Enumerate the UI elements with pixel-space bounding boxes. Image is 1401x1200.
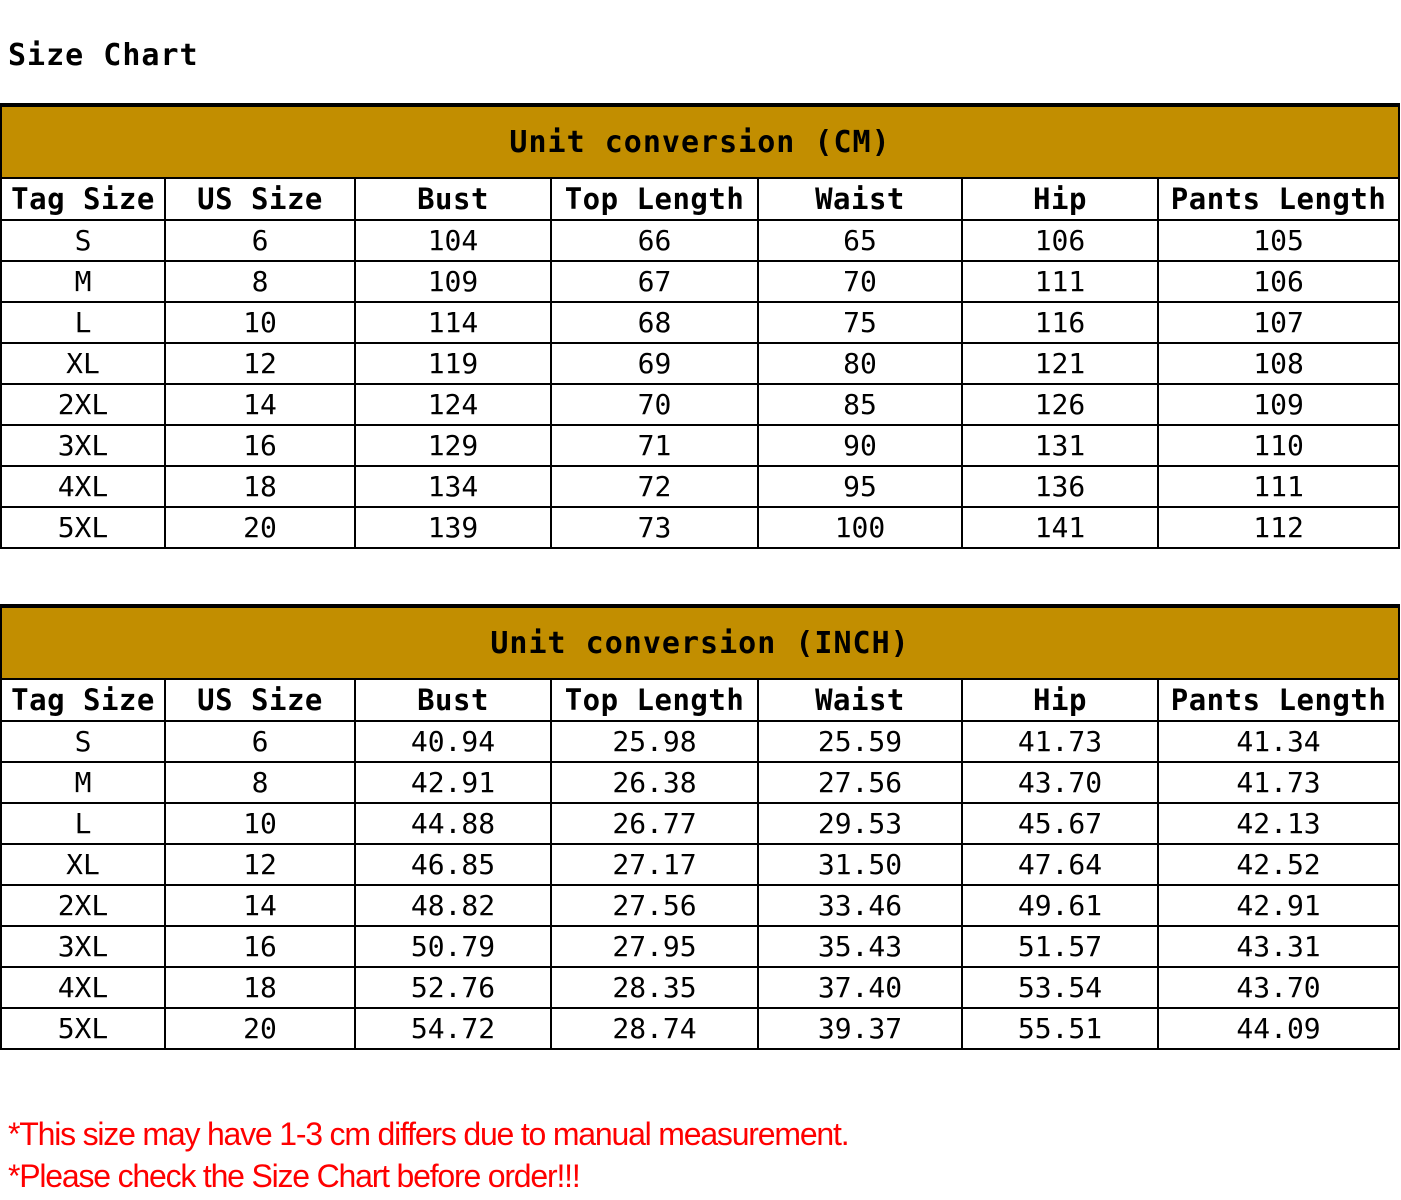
table-row [1, 926, 1399, 967]
table-cell: 69 [551, 343, 758, 384]
order-note: *Please check the Size Chart before order!!! [8, 1158, 580, 1194]
table-row [1, 220, 1399, 261]
table-cell: 8 [165, 261, 355, 302]
table-cell: 48.82 [355, 885, 551, 926]
table-cell: 129 [355, 425, 551, 466]
table-cell: 20 [165, 1008, 355, 1049]
table-cell: 46.85 [355, 844, 551, 885]
table-cell: 108 [1158, 343, 1399, 384]
table-body [1, 721, 1399, 1049]
table-row [1, 261, 1399, 302]
table-cell: 112 [1158, 507, 1399, 548]
table-cell: 75 [758, 302, 962, 343]
table-cell: 52.76 [355, 967, 551, 1008]
table-cell: 41.34 [1158, 721, 1399, 762]
table-cell: S [1, 721, 165, 762]
table-cell: 29.53 [758, 803, 962, 844]
column-header: Waist [758, 178, 962, 220]
table-row [1, 721, 1399, 762]
table-cell: 42.52 [1158, 844, 1399, 885]
table-cell: 66 [551, 220, 758, 261]
table-cell: 6 [165, 220, 355, 261]
table-cell: 134 [355, 466, 551, 507]
table-cell: 14 [165, 384, 355, 425]
table-cell: 104 [355, 220, 551, 261]
table-row [1, 844, 1399, 885]
table-cell: 131 [962, 425, 1158, 466]
table-cell: 37.40 [758, 967, 962, 1008]
table-cell: 51.57 [962, 926, 1158, 967]
table-cell: 139 [355, 507, 551, 548]
table-cell: 10 [165, 302, 355, 343]
table-cell: M [1, 261, 165, 302]
table-cell: 44.88 [355, 803, 551, 844]
table-row [1, 967, 1399, 1008]
column-header-row [1, 178, 1399, 220]
table-cell: 70 [551, 384, 758, 425]
table-cell: 27.56 [758, 762, 962, 803]
column-header: Bust [355, 679, 551, 721]
table-cell: 107 [1158, 302, 1399, 343]
table-cell: 90 [758, 425, 962, 466]
table-cell: 109 [1158, 384, 1399, 425]
table-cell: 54.72 [355, 1008, 551, 1049]
table-cell: 111 [1158, 466, 1399, 507]
table-cell: 111 [962, 261, 1158, 302]
table-row [1, 302, 1399, 343]
table-cell: 40.94 [355, 721, 551, 762]
table-cell: 45.67 [962, 803, 1158, 844]
table-cell: 16 [165, 926, 355, 967]
table-cell: 14 [165, 885, 355, 926]
table-cell: S [1, 220, 165, 261]
table-cell: 41.73 [1158, 762, 1399, 803]
table-cell: 136 [962, 466, 1158, 507]
table-cell: 95 [758, 466, 962, 507]
column-header: US Size [165, 178, 355, 220]
table-cell: 68 [551, 302, 758, 343]
table-heading: Unit conversion (CM) [1, 105, 1399, 178]
table-cell: 26.77 [551, 803, 758, 844]
column-header: Pants Length [1158, 679, 1399, 721]
table-cell: 105 [1158, 220, 1399, 261]
table-cell: 35.43 [758, 926, 962, 967]
table-cell: 85 [758, 384, 962, 425]
table-row [1, 466, 1399, 507]
table-row [1, 1008, 1399, 1049]
table-cell: 39.37 [758, 1008, 962, 1049]
table-cell: 44.09 [1158, 1008, 1399, 1049]
table-cell: XL [1, 343, 165, 384]
table-cell: 114 [355, 302, 551, 343]
table-cell: 42.91 [1158, 885, 1399, 926]
table-cell: 41.73 [962, 721, 1158, 762]
table-cell: 47.64 [962, 844, 1158, 885]
table-cell: 27.56 [551, 885, 758, 926]
size-table-cm [0, 103, 1400, 549]
table-cell: L [1, 803, 165, 844]
table-cell: 27.95 [551, 926, 758, 967]
table-cell: 18 [165, 466, 355, 507]
measurement-note: *This size may have 1-3 cm differs due to manual measurement. [8, 1116, 849, 1152]
table-cell: 100 [758, 507, 962, 548]
table-cell: 4XL [1, 466, 165, 507]
column-header-row [1, 679, 1399, 721]
table-cell: 121 [962, 343, 1158, 384]
table-cell: 5XL [1, 1008, 165, 1049]
table-cell: 2XL [1, 885, 165, 926]
table-cell: 67 [551, 261, 758, 302]
table-cell: XL [1, 844, 165, 885]
table-cell: 43.70 [1158, 967, 1399, 1008]
table-row [1, 762, 1399, 803]
table-cell: 49.61 [962, 885, 1158, 926]
table-cell: 5XL [1, 507, 165, 548]
table-cell: 43.31 [1158, 926, 1399, 967]
table-cell: 110 [1158, 425, 1399, 466]
table-row [1, 384, 1399, 425]
page-title: Size Chart [8, 38, 199, 73]
table-cell: 12 [165, 844, 355, 885]
table-cell: 3XL [1, 425, 165, 466]
table-cell: 141 [962, 507, 1158, 548]
table-cell: 80 [758, 343, 962, 384]
table-cell: 126 [962, 384, 1158, 425]
table-cell: 43.70 [962, 762, 1158, 803]
table-cell: 25.59 [758, 721, 962, 762]
table-cell: 16 [165, 425, 355, 466]
table-cell: 116 [962, 302, 1158, 343]
table-cell: 25.98 [551, 721, 758, 762]
column-header: Pants Length [1158, 178, 1399, 220]
table-cell: 6 [165, 721, 355, 762]
table-cell: 42.13 [1158, 803, 1399, 844]
table-row [1, 885, 1399, 926]
column-header: Tag Size [1, 679, 165, 721]
table-cell: 28.35 [551, 967, 758, 1008]
table-body [1, 220, 1399, 548]
table-cell: 4XL [1, 967, 165, 1008]
column-header: Tag Size [1, 178, 165, 220]
table-cell: 20 [165, 507, 355, 548]
table-cell: 31.50 [758, 844, 962, 885]
table-cell: 65 [758, 220, 962, 261]
table-cell: 53.54 [962, 967, 1158, 1008]
column-header: Hip [962, 178, 1158, 220]
table-cell: 70 [758, 261, 962, 302]
column-header: Bust [355, 178, 551, 220]
table-row [1, 425, 1399, 466]
table-row [1, 507, 1399, 548]
column-header: US Size [165, 679, 355, 721]
table-cell: L [1, 302, 165, 343]
column-header: Top Length [551, 679, 758, 721]
table-cell: 55.51 [962, 1008, 1158, 1049]
table-cell: 3XL [1, 926, 165, 967]
table-cell: M [1, 762, 165, 803]
table-cell: 2XL [1, 384, 165, 425]
table-cell: 124 [355, 384, 551, 425]
table-cell: 33.46 [758, 885, 962, 926]
column-header: Top Length [551, 178, 758, 220]
table-cell: 28.74 [551, 1008, 758, 1049]
table-heading: Unit conversion (INCH) [1, 606, 1399, 679]
column-header: Hip [962, 679, 1158, 721]
table-cell: 10 [165, 803, 355, 844]
table-cell: 71 [551, 425, 758, 466]
table-cell: 42.91 [355, 762, 551, 803]
table-cell: 26.38 [551, 762, 758, 803]
table-cell: 18 [165, 967, 355, 1008]
table-row [1, 803, 1399, 844]
table-cell: 50.79 [355, 926, 551, 967]
table-cell: 106 [1158, 261, 1399, 302]
table-cell: 106 [962, 220, 1158, 261]
table-cell: 72 [551, 466, 758, 507]
table-cell: 8 [165, 762, 355, 803]
column-header: Waist [758, 679, 962, 721]
table-row [1, 343, 1399, 384]
table-cell: 73 [551, 507, 758, 548]
table-cell: 12 [165, 343, 355, 384]
size-table-inch [0, 604, 1400, 1050]
table-cell: 119 [355, 343, 551, 384]
table-cell: 27.17 [551, 844, 758, 885]
table-cell: 109 [355, 261, 551, 302]
